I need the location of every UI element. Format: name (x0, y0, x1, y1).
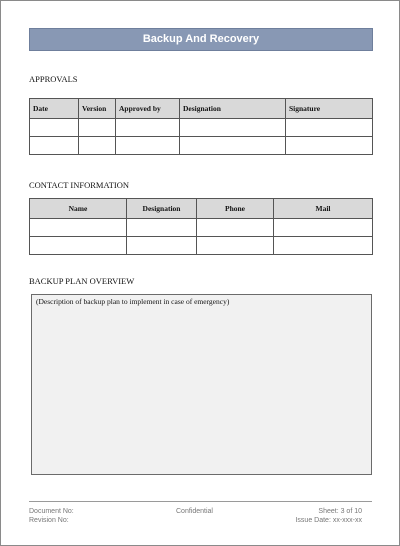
table-cell[interactable] (127, 219, 197, 237)
contact-heading: CONTACT INFORMATION (29, 180, 129, 190)
approvals-table (29, 98, 373, 155)
footer-sheet: Sheet: 3 of 10 (318, 508, 362, 515)
overview-heading: BACKUP PLAN OVERVIEW (29, 276, 135, 286)
table-cell[interactable] (30, 237, 127, 255)
footer-issue-date: Issue Date: xx-xxx-xx (295, 517, 362, 524)
table-cell[interactable] (286, 119, 373, 137)
table-cell[interactable] (197, 237, 274, 255)
table-cell[interactable] (274, 219, 373, 237)
table-cell[interactable] (30, 137, 79, 155)
table-cell[interactable] (274, 237, 373, 255)
col-name: Name (30, 199, 127, 219)
contact-header-row (30, 199, 373, 219)
footer-revision-no: Revision No: (29, 517, 69, 524)
table-cell[interactable] (127, 237, 197, 255)
approvals-header-row (30, 99, 373, 119)
overview-text-area[interactable] (31, 294, 372, 475)
table-row (30, 119, 373, 137)
footer-document-no: Document No: (29, 508, 74, 515)
table-cell[interactable] (286, 137, 373, 155)
table-cell[interactable] (180, 137, 286, 155)
table-cell[interactable] (116, 119, 180, 137)
col-designation: Designation (180, 99, 286, 119)
table-row (30, 137, 373, 155)
approvals-heading: APPROVALS (29, 74, 78, 84)
document-title: Backup And Recovery (29, 28, 373, 51)
table-row (30, 219, 373, 237)
col-version: Version (79, 99, 116, 119)
table-cell[interactable] (30, 119, 79, 137)
col-mail: Mail (274, 199, 373, 219)
col-signature: Signature (286, 99, 373, 119)
footer-divider (29, 501, 372, 502)
col-approved-by: Approved by (116, 99, 180, 119)
contact-table (29, 198, 373, 255)
footer-confidential: Confidential (176, 508, 213, 515)
col-date: Date (30, 99, 79, 119)
overview-placeholder: (Description of backup plan to implement in case of emergency) (36, 297, 230, 306)
table-cell[interactable] (180, 119, 286, 137)
table-cell[interactable] (116, 137, 180, 155)
table-cell[interactable] (197, 219, 274, 237)
col-phone: Phone (197, 199, 274, 219)
table-cell[interactable] (30, 219, 127, 237)
table-cell[interactable] (79, 137, 116, 155)
table-cell[interactable] (79, 119, 116, 137)
col-designation: Designation (127, 199, 197, 219)
table-row (30, 237, 373, 255)
